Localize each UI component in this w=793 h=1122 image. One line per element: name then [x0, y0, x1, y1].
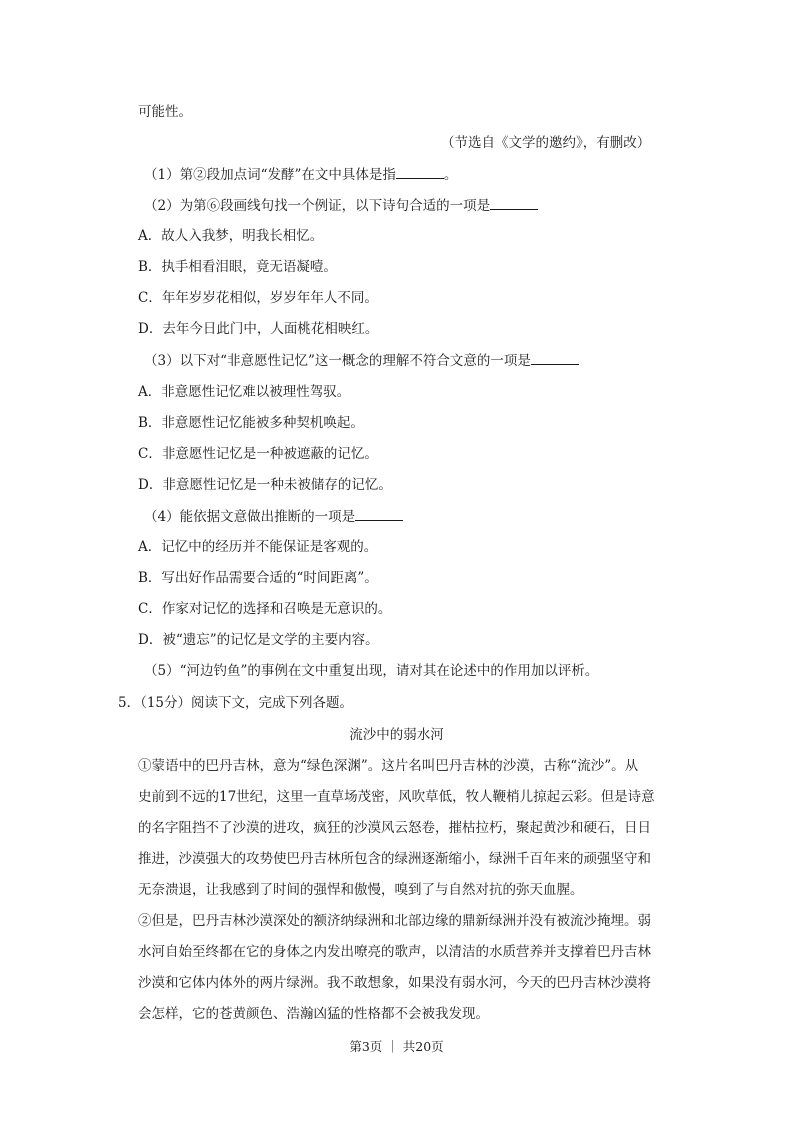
- para1-line: 无奈溃退，让我感到了时间的强悍和傲慢，嗅到了与自然对抗的弥天血腥。: [138, 882, 584, 898]
- para2-line: ②但是，巴丹吉林沙漠深处的额济纳绿洲和北部边缘的鼎新绿洲并没有被流沙掩埋。弱: [138, 913, 651, 929]
- q4-sub2-option-d: D．去年今日此门中，人面桃花相映红。: [138, 321, 379, 337]
- para1-line: 推进，沙漠强大的攻势使巴丹吉林所包含的绿洲逐渐缩小，绿洲千百年来的顽强坚守和: [138, 851, 651, 867]
- q4-sub3: [144, 350, 579, 371]
- q4-sub4-text: （4）能依据文意做出推断的一项是: [144, 509, 356, 525]
- q4-sub1: [144, 164, 457, 185]
- passage-title: 流沙中的弱水河: [349, 727, 444, 743]
- para2-line: 水河自始至终都在它的身体之内发出嘹亮的歌声，以清洁的水质营养并支撑着巴丹吉林: [138, 944, 651, 960]
- q4-sub3-option-c: C．非意愿性记忆是一种被遮蔽的记忆。: [138, 446, 378, 462]
- q4-sub4-option-b: B．写出好作品需要合适的“时间距离”。: [138, 570, 378, 586]
- q4-sub3-option-d: D．非意愿性记忆是一种未被储存的记忆。: [138, 477, 392, 493]
- answer-blank: [355, 506, 403, 521]
- q4-sub3-option-a: A．非意愿性记忆难以被理性驾驭。: [138, 384, 351, 400]
- q5-header: 5．（15分）阅读下文，完成下列各题。: [118, 695, 354, 711]
- q4-sub2-option-a: A．故人入我梦，明我长相忆。: [138, 228, 324, 244]
- q4-sub2-option-c: C．年年岁岁花相似，岁岁年年人不同。: [138, 290, 378, 306]
- q4-sub1-text: （1）第②段加点词“发酵”在文中具体是指: [144, 167, 396, 183]
- page-footer: 第3页 ｜ 共20页: [349, 1039, 444, 1054]
- q4-sub4-option-c: C．作家对记忆的选择和召唤是无意识的。: [138, 601, 392, 617]
- q4-sub4-option-d: D．被“遗忘”的记忆是文学的主要内容。: [138, 632, 379, 648]
- answer-blank: [531, 350, 579, 365]
- q4-sub4: [144, 506, 403, 527]
- para2-line: 会怎样，它的苍黄颜色、浩瀚凶猛的性格都不会被我发现。: [138, 1006, 489, 1022]
- q4-sub4-option-a: A．记忆中的经历并不能保证是客观的。: [138, 539, 378, 555]
- para2-line: 沙漠和它体内体外的两片绿洲。我不敢想象，如果没有弱水河，今天的巴丹吉林沙漠将: [138, 975, 651, 991]
- q4-sub2-text: （2）为第⑥段画线句找一个例证，以下诗句合适的一项是: [144, 198, 491, 214]
- para1-line: ①蒙语中的巴丹吉林，意为“绿色深渊”。这片名叫巴丹吉林的沙漠，古称“流沙”。从: [138, 758, 639, 774]
- source-note: （节选自《文学的邀约》，有删改）: [441, 135, 651, 151]
- q4-sub3-text: （3）以下对“非意愿性记忆”这一概念的理解不符合文意的一项是: [144, 353, 531, 369]
- para1-line: 的名字阻挡不了沙漠的进攻，疯狂的沙漠风云怒卷，摧枯拉朽，聚起黄沙和硬石，日日: [138, 820, 651, 836]
- q4-sub2: [144, 195, 538, 216]
- q4-sub5: （5）“河边钓鱼”的事例在文中重复出现，请对其在论述中的作用加以评析。: [144, 663, 599, 679]
- q4-sub3-option-b: B．非意愿性记忆能被多种契机唤起。: [138, 415, 364, 431]
- intro-tail: 可能性。: [138, 104, 192, 120]
- q4-sub1-period: 。: [443, 167, 458, 183]
- para1-line: 史前到不远的17世纪，这里一直草场茂密，风吹草低，牧人鞭梢儿掠起云彩。但是诗意: [138, 789, 655, 805]
- answer-blank: [490, 195, 538, 210]
- q4-sub2-option-b: B．执手相看泪眼，竟无语凝噎。: [138, 259, 337, 275]
- answer-blank: [396, 164, 444, 179]
